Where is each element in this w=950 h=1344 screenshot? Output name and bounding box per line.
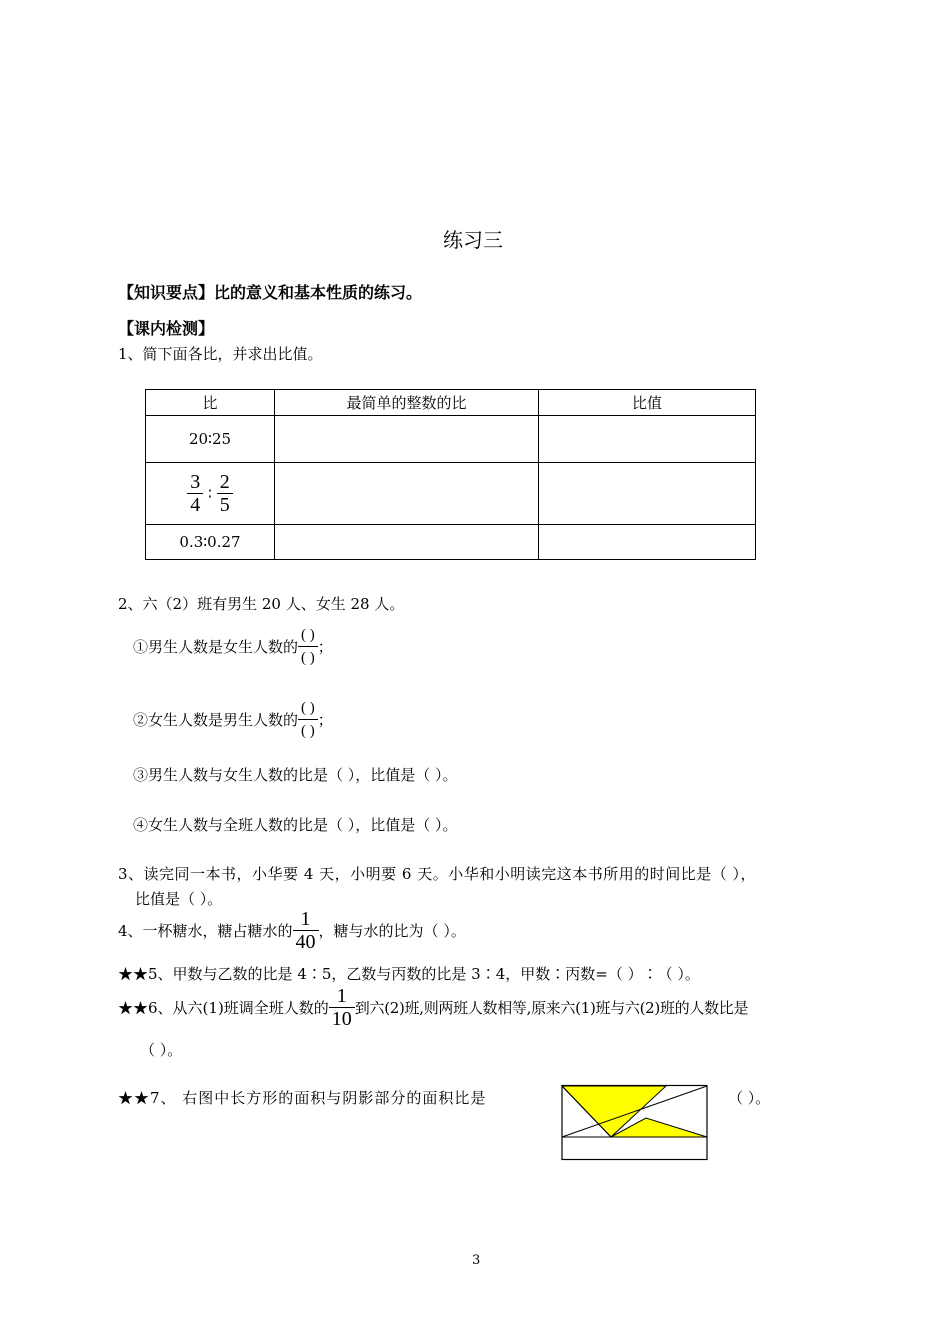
- table-row: [146, 416, 756, 463]
- question-2-part-3: ③男生人数与女生人数的比是（ ），比值是（ ）。: [133, 766, 458, 784]
- question-3-line-1: 3、读完同一本书，小华要 4 天，小明要 6 天。小华和小明读完这本书所用的时间比是（ ），: [118, 865, 756, 883]
- simplest-ratio-cell[interactable]: [275, 416, 539, 463]
- ratio-cell: 20∶25: [146, 416, 275, 463]
- page-title: 练习三: [443, 228, 503, 252]
- question-1: 1、简下面各比，并求出比值。: [118, 345, 323, 363]
- fraction: $\frac{1}{40}$: [293, 908, 319, 953]
- question-2-part-1: ①男生人数是女生人数的 $\frac{( )}{( )}$ ；: [133, 624, 333, 669]
- ratio-separator: ∶: [208, 484, 212, 503]
- question-7: ★★7、 右图中长方形的面积与阴影部分的面积比是: [118, 1089, 487, 1107]
- page-number: 3: [472, 1253, 481, 1268]
- table-header: 比: [146, 390, 275, 416]
- question-5: ★★5、甲数与乙数的比是 4∶5，乙数与丙数的比是 3∶4，甲数∶丙数=（ ）∶（ ）。: [118, 965, 700, 983]
- ratio-value-cell[interactable]: [539, 525, 756, 560]
- table-header: 比值: [539, 390, 756, 416]
- fraction: $\frac{1}{10}$: [329, 985, 355, 1030]
- ratio-value-cell[interactable]: [539, 463, 756, 525]
- knowledge-label: 【知识要点】: [118, 283, 215, 302]
- check-label: 【课内检测】: [118, 319, 215, 338]
- simplest-ratio-cell[interactable]: [275, 525, 539, 560]
- blank-fraction[interactable]: $\frac{( )}{( )}$: [298, 624, 318, 669]
- table-row: [146, 463, 756, 525]
- question-7-answer: （ ）。: [728, 1089, 771, 1107]
- question-4: 4、一杯糖水，糖占糖水的 $\frac{1}{40}$ ，糖与水的比为（ ）。: [118, 908, 466, 953]
- rectangle-shaded-diagram: [560, 1084, 710, 1162]
- fraction: $\frac{3}{4}$: [187, 471, 203, 516]
- question-2-part-4: ④女生人数与全班人数的比是（ ），比值是（ ）。: [133, 816, 458, 834]
- question-2-part-2: ②女生人数是男生人数的 $\frac{( )}{( )}$ ；: [133, 697, 333, 742]
- simplest-ratio-cell[interactable]: [275, 463, 539, 525]
- blank-fraction[interactable]: $\frac{( )}{( )}$: [298, 697, 318, 742]
- question-3-line-2: 比值是（ ）。: [135, 890, 223, 908]
- question-6: ★★6、从六(1)班调全班人数的 $\frac{1}{10}$ 到六(2)班,则两班人数相等,原来六(1)班与六(2)班的人数比是: [118, 985, 749, 1030]
- ratio-value-cell[interactable]: [539, 416, 756, 463]
- question-6-line-2: （ ）。: [140, 1041, 183, 1059]
- ratio-cell: 0.3∶0.27: [146, 525, 275, 560]
- table-row: [146, 525, 756, 560]
- knowledge-points: [118, 280, 422, 303]
- knowledge-text: 比的意义和基本性质的练习。: [214, 283, 423, 302]
- ratio-cell: [146, 463, 275, 525]
- table-header: 最简单的整数的比: [275, 390, 539, 416]
- ratio-table: [145, 389, 756, 560]
- question-2: 2、六（2）班有男生 20 人、女生 28 人。: [118, 595, 405, 613]
- fraction: $\frac{2}{5}$: [217, 471, 233, 516]
